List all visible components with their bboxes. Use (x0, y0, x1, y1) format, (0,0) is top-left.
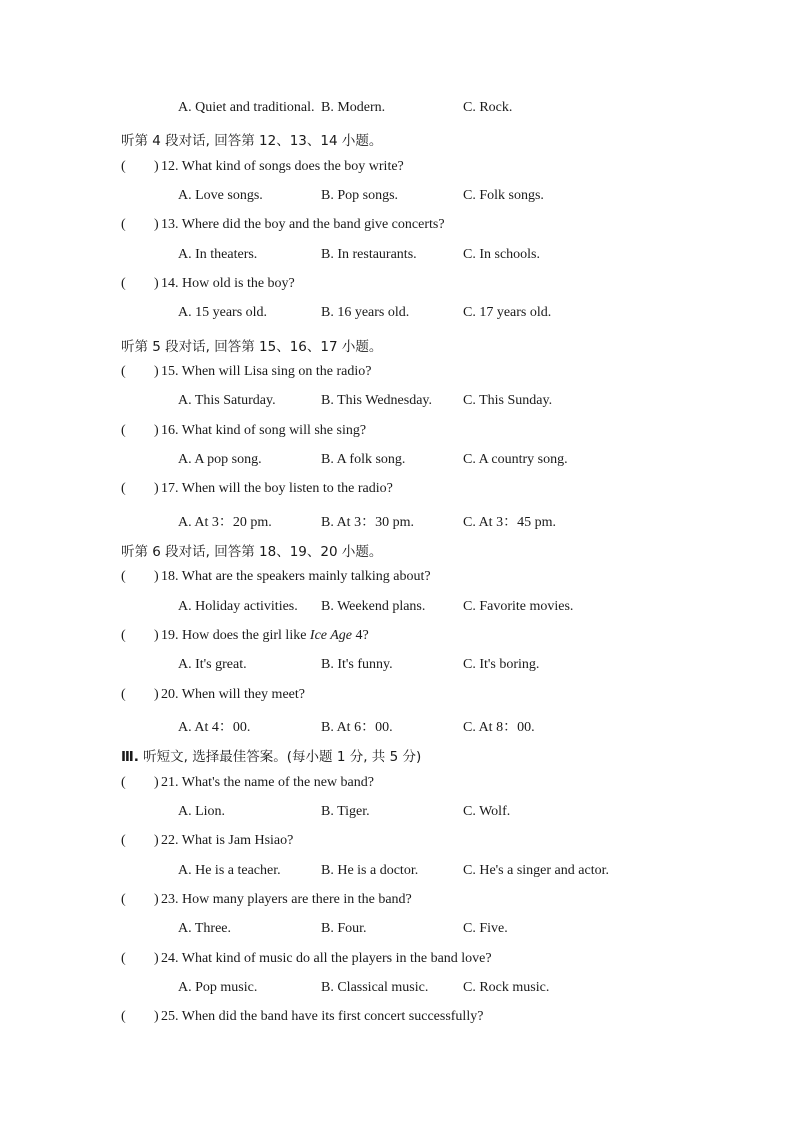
option-b: B. He is a doctor. (321, 862, 419, 878)
question-body: How does the girl like (182, 627, 310, 643)
answer-options (0, 449, 800, 478)
option-c: C. This Sunday. (463, 393, 553, 409)
answer-blank-open: ( (121, 275, 126, 291)
question-text (161, 628, 369, 644)
answer-blank-open: ( (121, 363, 126, 379)
question-number: 18 (161, 569, 175, 585)
option-a: A. Love songs. (178, 187, 263, 203)
section-text (121, 335, 382, 355)
question-text (161, 775, 374, 791)
question-number: 19 (161, 627, 175, 643)
question-dot: . (175, 275, 182, 291)
answer-blank-open: ( (121, 569, 126, 585)
option-a: A. This Saturday. (178, 393, 276, 409)
option-a: A. He is a teacher. (178, 862, 281, 878)
section-text (121, 129, 382, 149)
section-heading (0, 126, 800, 155)
answer-options (0, 713, 800, 742)
question-dot: . (175, 686, 182, 702)
section-instruction: 听第 6 段对话, 回答第 18、19、20 小题。 (121, 543, 383, 560)
question-text (161, 569, 431, 585)
answer-blank-close: ) (154, 891, 159, 907)
answer-options (0, 97, 800, 126)
question-row (0, 889, 800, 918)
option-b: B. A folk song. (321, 451, 406, 467)
question-text (161, 833, 293, 849)
answer-options (0, 860, 800, 889)
question-number: 14 (161, 275, 175, 291)
option-b: B. Modern. (321, 100, 386, 115)
question-row (0, 684, 800, 713)
answer-blank-open: ( (121, 686, 126, 702)
option-b: B. Classical music. (321, 979, 429, 995)
question-dot: . (175, 774, 182, 790)
answer-options (0, 185, 800, 214)
question-dot: . (175, 363, 182, 379)
question-dot: . (175, 422, 182, 438)
option-b: B. Tiger. (321, 803, 370, 819)
question-dot: . (175, 481, 182, 497)
question-row (0, 948, 800, 977)
option-b: B. At 3：30 pm. (321, 514, 414, 530)
question-body: Where did the boy and the band give concerts? (181, 217, 445, 233)
option-c: C. Rock. (463, 100, 513, 115)
question-body: What are the speakers mainly talking about? (181, 569, 431, 585)
option-c: C. Five. (463, 921, 508, 937)
option-b: B. This Wednesday. (321, 393, 432, 409)
answer-blank-close: ) (154, 363, 159, 379)
question-number: 25 (161, 1009, 175, 1025)
question-body: What's the name of the new band? (181, 774, 374, 790)
question-body: When did the band have its first concert successfully? (181, 1009, 484, 1025)
question-body: What kind of music do all the players in the band love? (181, 950, 492, 966)
option-c: C. 17 years old. (463, 305, 552, 321)
question-italic: Ice Age (309, 627, 353, 643)
question-dot: . (175, 1009, 182, 1025)
answer-options (0, 918, 800, 947)
option-a: A. It's great. (178, 657, 247, 673)
answer-blank-open: ( (121, 950, 126, 966)
section-instruction: 听第 4 段对话, 回答第 12、13、14 小题。 (121, 133, 383, 150)
option-c: C. At 8：00. (463, 719, 535, 735)
answer-blank-open: ( (121, 481, 126, 497)
question-row (0, 1006, 800, 1035)
question-body: How many players are there in the band? (182, 891, 412, 907)
question-text (161, 364, 371, 380)
exam-page (0, 97, 800, 1036)
question-row (0, 420, 800, 449)
answer-blank-close: ) (154, 627, 159, 643)
question-row (0, 830, 800, 859)
question-body: What kind of songs does the boy write? (181, 158, 404, 174)
question-dot: . (175, 833, 182, 849)
option-a: A. Quiet and traditional. (178, 100, 315, 115)
question-number: 15 (161, 363, 175, 379)
option-c: C. At 3：45 pm. (463, 514, 556, 530)
section-heading (0, 537, 800, 566)
option-a: A. At 4：00. (178, 719, 251, 735)
question-text (161, 481, 393, 497)
question-number: 13 (161, 217, 175, 233)
answer-blank-close: ) (154, 481, 159, 497)
option-a: A. A pop song. (178, 451, 262, 467)
answer-blank-close: ) (154, 275, 159, 291)
question-body: What kind of song will she sing? (181, 422, 367, 438)
question-number: 24 (161, 950, 175, 966)
answer-blank-open: ( (121, 774, 126, 790)
option-c: C. Folk songs. (463, 187, 544, 203)
question-row (0, 156, 800, 185)
answer-blank-open: ( (121, 217, 126, 233)
section-number: Ⅲ. (121, 749, 139, 766)
answer-blank-open: ( (121, 833, 126, 849)
option-b: B. Four. (321, 921, 367, 937)
answer-blank-close: ) (154, 686, 159, 702)
question-number: 21 (161, 774, 175, 790)
answer-blank-open: ( (121, 422, 126, 438)
answer-blank-close: ) (154, 774, 159, 790)
question-text (161, 217, 445, 233)
option-c: C. Favorite movies. (463, 598, 574, 614)
question-number: 22 (161, 833, 175, 849)
answer-options (0, 596, 800, 625)
question-body: When will they meet? (181, 686, 305, 702)
question-body: How old is the boy? (182, 275, 295, 291)
option-b: B. Pop songs. (321, 187, 399, 203)
question-text (161, 1009, 483, 1025)
question-row (0, 273, 800, 302)
option-c: C. Rock music. (463, 979, 550, 995)
option-a: A. Lion. (178, 803, 226, 819)
answer-options (0, 244, 800, 273)
option-c: C. He's a singer and actor. (463, 862, 609, 878)
option-c: C. Wolf. (463, 803, 511, 819)
question-row (0, 625, 800, 654)
section-text (121, 745, 421, 765)
question-number: 20 (161, 686, 175, 702)
answer-blank-close: ) (154, 569, 159, 585)
answer-options (0, 654, 800, 683)
option-a: A. 15 years old. (178, 305, 268, 321)
question-number: 17 (161, 481, 175, 497)
question-dot: . (175, 158, 182, 174)
question-dot: . (175, 569, 182, 585)
question-dot: . (175, 950, 182, 966)
question-tail: 4? (352, 627, 369, 643)
section-heading (0, 332, 800, 361)
option-b: B. Weekend plans. (321, 598, 426, 614)
question-row (0, 478, 800, 507)
answer-options (0, 302, 800, 331)
answer-options (0, 508, 800, 537)
question-text (161, 892, 412, 908)
option-b: B. In restaurants. (321, 246, 417, 262)
option-c: C. It's boring. (463, 657, 540, 673)
answer-blank-close: ) (154, 1009, 159, 1025)
section-text (121, 540, 382, 560)
question-dot: . (175, 627, 182, 643)
answer-blank-open: ( (121, 627, 126, 643)
option-c: C. In schools. (463, 246, 540, 262)
question-body: When will Lisa sing on the radio? (181, 363, 372, 379)
answer-blank-open: ( (121, 1009, 126, 1025)
answer-blank-open: ( (121, 891, 126, 907)
section-instruction: 听第 5 段对话, 回答第 15、16、17 小题。 (121, 338, 383, 355)
question-row (0, 772, 800, 801)
answer-blank-close: ) (154, 422, 159, 438)
question-number: 23 (161, 891, 175, 907)
question-body: What is Jam Hsiao? (181, 833, 294, 849)
question-dot: . (175, 217, 182, 233)
option-b: B. It's funny. (321, 657, 393, 673)
answer-blank-close: ) (154, 158, 159, 174)
option-a: A. Three. (178, 921, 231, 937)
question-row (0, 214, 800, 243)
answer-blank-close: ) (154, 217, 159, 233)
option-a: A. At 3：20 pm. (178, 514, 272, 530)
answer-options (0, 977, 800, 1006)
question-dot: . (175, 891, 182, 907)
option-a: A. In theaters. (178, 246, 258, 262)
answer-blank-close: ) (154, 833, 159, 849)
option-b: B. At 6：00. (321, 719, 393, 735)
question-number: 12 (161, 158, 175, 174)
section-instruction: 听短文, 选择最佳答案。(每小题 1 分, 共 5 分) (138, 749, 422, 766)
question-text (161, 159, 404, 175)
section-heading (0, 742, 800, 771)
option-c: C. A country song. (463, 451, 568, 467)
answer-options (0, 801, 800, 830)
question-text (161, 951, 492, 967)
question-body: When will the boy listen to the radio? (181, 481, 393, 497)
question-text (161, 423, 366, 439)
question-row (0, 361, 800, 390)
answer-blank-open: ( (121, 158, 126, 174)
question-number: 16 (161, 422, 175, 438)
question-text (161, 687, 305, 703)
answer-blank-close: ) (154, 950, 159, 966)
answer-options (0, 390, 800, 419)
option-a: A. Holiday activities. (178, 598, 298, 614)
option-b: B. 16 years old. (321, 305, 410, 321)
option-a: A. Pop music. (178, 979, 258, 995)
question-text (161, 276, 295, 292)
question-row (0, 566, 800, 595)
